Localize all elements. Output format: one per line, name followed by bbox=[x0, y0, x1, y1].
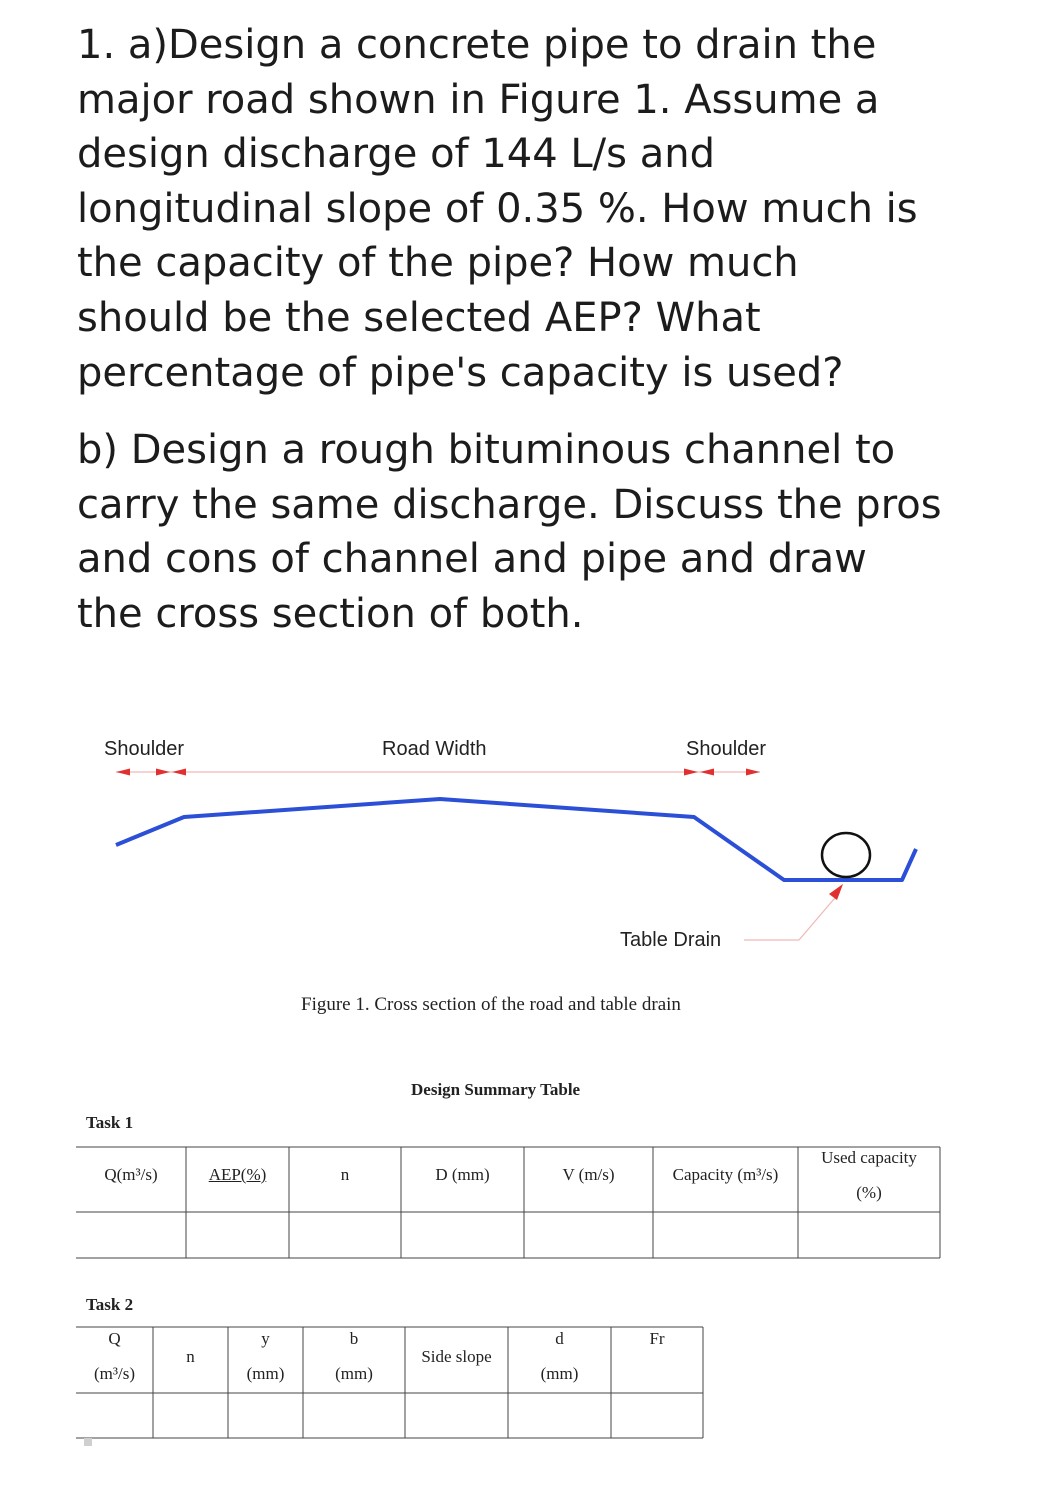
question-b-line: b) Design a rough bituminous channel to bbox=[77, 427, 896, 473]
question-a-line: percentage of pipe's capacity is used? bbox=[77, 349, 844, 396]
arrow-icon bbox=[700, 769, 714, 776]
arrow-icon bbox=[829, 884, 843, 900]
label-shoulder-left: Shoulder bbox=[104, 738, 185, 760]
question-a-line: should be the selected AEP? What bbox=[77, 294, 761, 341]
question-a-line: major road shown in Figure 1. Assume a bbox=[77, 76, 880, 123]
question-a-line: longitudinal slope of 0.35 %. How much is bbox=[77, 185, 918, 232]
question-b-line: and cons of channel and pipe and draw bbox=[77, 536, 867, 583]
question-a-line: 1. a)Design a concrete pipe to drain the bbox=[77, 22, 877, 68]
task2-header-q-unit: (m³/s) bbox=[94, 1364, 135, 1383]
figure-caption: Figure 1. Cross section of the road and table drain bbox=[301, 994, 681, 1015]
arrow-icon bbox=[684, 769, 698, 776]
road-profile-line bbox=[116, 799, 916, 880]
question-b-line: carry the same discharge. Discuss the pros bbox=[77, 481, 942, 528]
task2-header-b-unit: (mm) bbox=[335, 1364, 373, 1383]
task1-header-used-capacity-unit: (%) bbox=[856, 1183, 882, 1202]
arrow-icon bbox=[746, 769, 760, 776]
table-anchor-marker bbox=[84, 1438, 92, 1446]
label-table-drain: Table Drain bbox=[620, 929, 722, 951]
task2-header-d-unit: (mm) bbox=[540, 1364, 579, 1383]
arrow-icon bbox=[116, 769, 130, 776]
task2-header-n: n bbox=[186, 1347, 195, 1366]
task1-header-q: Q(m³/s) bbox=[104, 1165, 158, 1184]
task2-header-y-unit: (mm) bbox=[246, 1364, 285, 1383]
task1-header-v: V (m/s) bbox=[562, 1165, 615, 1184]
arrow-icon bbox=[156, 769, 170, 776]
task2-label: Task 2 bbox=[86, 1295, 134, 1314]
label-shoulder-right: Shoulder bbox=[686, 738, 767, 760]
pipe-circle-icon bbox=[822, 833, 870, 877]
task1-header-aep: AEP(%) bbox=[208, 1165, 267, 1184]
task2-header-fr: Fr bbox=[649, 1329, 665, 1348]
task1-label: Task 1 bbox=[86, 1113, 134, 1132]
task2-header-b: b bbox=[349, 1329, 359, 1348]
task1-header-used-capacity: Used capacity bbox=[821, 1148, 917, 1167]
question-a-line: design discharge of 144 L/s and bbox=[77, 131, 715, 178]
question-b-line: the cross section of both. bbox=[77, 590, 584, 637]
question-a-line: the capacity of the pipe? How much bbox=[77, 240, 799, 287]
task1-header-n: n bbox=[340, 1165, 350, 1184]
leader-line bbox=[799, 892, 840, 940]
summary-table-title: Design Summary Table bbox=[411, 1080, 581, 1099]
task2-header-q: Q bbox=[108, 1329, 121, 1348]
task2-header-d: d bbox=[555, 1329, 564, 1348]
task2-header-y: y bbox=[261, 1329, 270, 1348]
task1-header-d: D (mm) bbox=[435, 1165, 490, 1184]
arrow-icon bbox=[172, 769, 186, 776]
task2-header-side-slope: Side slope bbox=[421, 1347, 492, 1366]
label-road-width: Road Width bbox=[382, 738, 487, 760]
task1-header-capacity: Capacity (m³/s) bbox=[672, 1165, 779, 1184]
